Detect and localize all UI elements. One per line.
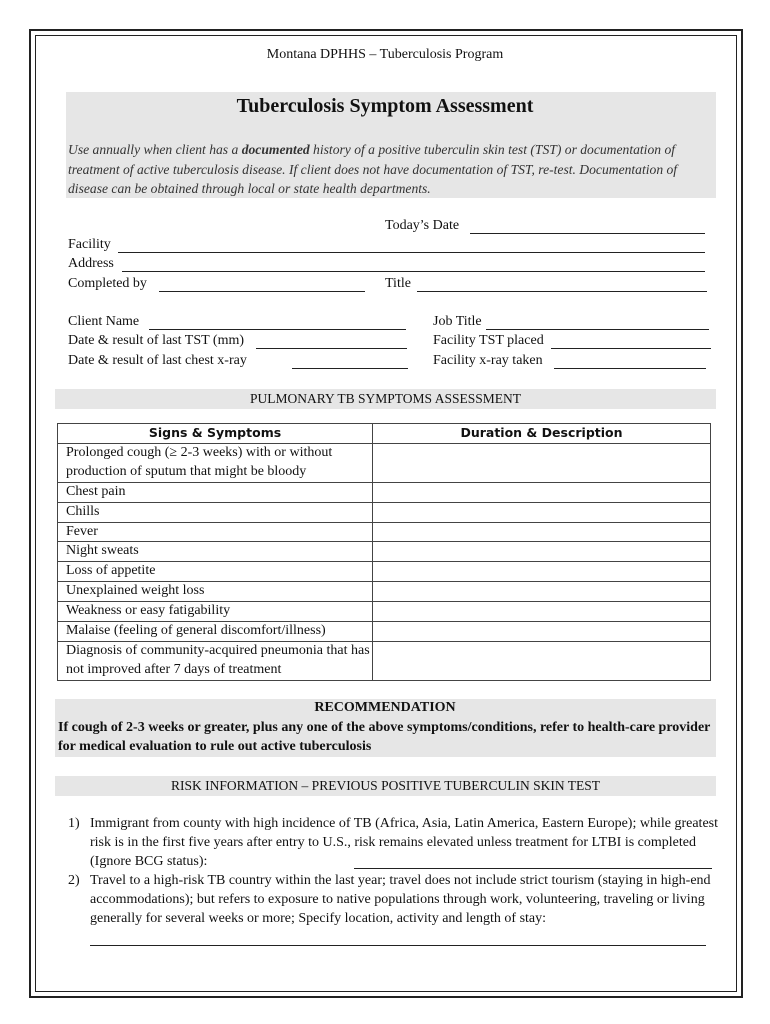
last-xray-field[interactable]	[292, 368, 408, 369]
program-header: Montana DPHHS – Tuberculosis Program	[266, 47, 504, 62]
risk-heading: RISK INFORMATION – PREVIOUS POSITIVE TUBERCULIN SKIN TEST	[55, 776, 716, 796]
completed-by-field[interactable]	[159, 291, 365, 292]
table-row	[58, 562, 711, 582]
form-title: Tuberculosis Symptom Assessment	[236, 95, 534, 117]
title-label: Title	[385, 276, 411, 291]
symptom-cell: Fever	[58, 522, 373, 542]
duration-cell[interactable]	[373, 602, 711, 622]
job-title-field[interactable]	[486, 329, 709, 330]
table-row	[58, 542, 711, 562]
symptoms-table	[57, 423, 711, 681]
intro-text	[68, 140, 708, 199]
risk-item-text: Travel to a high-risk TB country within the last year; travel does not include strict tourism (staying in high-end accommodations); but refers to exposure to native populations through work, volunteering, traveling or living generally for several weeks or more; Specify location, activity and length of stay:	[90, 873, 711, 926]
duration-column-header: Duration & Description	[373, 424, 711, 444]
pulmonary-heading: PULMONARY TB SYMPTOMS ASSESSMENT	[55, 389, 716, 409]
duration-cell[interactable]	[373, 522, 711, 542]
table-row	[58, 622, 711, 642]
facility-field[interactable]	[118, 252, 705, 253]
duration-cell[interactable]	[373, 641, 711, 680]
symptoms-column-header: Signs & Symptoms	[58, 424, 373, 444]
recommendation-heading: RECOMMENDATION	[314, 700, 456, 715]
facility-label: Facility	[68, 237, 111, 252]
list-item	[60, 871, 720, 928]
intro-text-start: Use annually when client has a	[68, 142, 242, 157]
facility-tst-field[interactable]	[551, 348, 711, 349]
risk-item-text: Immigrant from county with high incidence of TB (Africa, Asia, Latin America, Eastern Europe); while greatest risk is in the first five years after entry to U.S., risk remains elevated unless treatment for LTBI is completed (Ignore BCG status):	[90, 816, 718, 869]
travel-details-field[interactable]	[90, 945, 706, 946]
table-row	[58, 522, 711, 542]
list-item	[60, 814, 720, 871]
table-row	[58, 582, 711, 602]
completed-by-label: Completed by	[68, 276, 147, 291]
duration-cell[interactable]	[373, 622, 711, 642]
client-name-field[interactable]	[149, 329, 406, 330]
address-label: Address	[68, 256, 114, 271]
duration-cell[interactable]	[373, 562, 711, 582]
symptom-cell: Loss of appetite	[58, 562, 373, 582]
symptom-cell: Malaise (feeling of general discomfort/illness)	[58, 622, 373, 642]
duration-cell[interactable]	[373, 502, 711, 522]
symptom-cell: Diagnosis of community-acquired pneumonia that has not improved after 7 days of treatment	[58, 641, 373, 680]
duration-cell[interactable]	[373, 582, 711, 602]
risk-list	[60, 814, 720, 928]
ltbi-status-field[interactable]	[354, 868, 712, 869]
recommendation-text: If cough of 2-3 weeks or greater, plus any one of the above symptoms/conditions, refer to health-care provider for medical evaluation to rule out active tuberculosis	[58, 720, 711, 754]
symptom-cell: Chest pain	[58, 482, 373, 502]
last-xray-label: Date & result of last chest x-ray	[68, 353, 247, 368]
risk-item-number: 1)	[68, 816, 80, 831]
duration-cell[interactable]	[373, 542, 711, 562]
risk-item-number: 2)	[68, 873, 80, 888]
table-row	[58, 641, 711, 680]
table-row	[58, 602, 711, 622]
client-name-label: Client Name	[68, 314, 140, 329]
table-row	[58, 443, 711, 482]
intro-emphasis: documented	[241, 142, 310, 157]
symptom-cell: Chills	[58, 502, 373, 522]
duration-cell[interactable]	[373, 443, 711, 482]
symptom-cell: Weakness or easy fatigability	[58, 602, 373, 622]
address-field[interactable]	[122, 271, 705, 272]
facility-tst-label: Facility TST placed	[433, 333, 544, 348]
last-tst-field[interactable]	[256, 348, 407, 349]
last-tst-label: Date & result of last TST (mm)	[68, 333, 245, 348]
todays-date-label: Today’s Date	[385, 218, 460, 233]
todays-date-field[interactable]	[470, 233, 705, 234]
job-title-label: Job Title	[433, 314, 482, 329]
intro-text-end: history of a positive tuberculin skin test (TST) or documentation of treatment of active tuberculosis disease. If client does not have documentation of TST, re-test. Documentation of disease can be obtained through local or state health departments.	[68, 142, 678, 196]
symptom-cell: Prolonged cough (≥ 2-3 weeks) with or without production of sputum that might be bloody	[58, 443, 373, 482]
facility-xray-field[interactable]	[554, 368, 706, 369]
table-row	[58, 482, 711, 502]
duration-cell[interactable]	[373, 482, 711, 502]
symptom-cell: Night sweats	[58, 542, 373, 562]
title-field[interactable]	[417, 291, 707, 292]
symptom-cell: Unexplained weight loss	[58, 582, 373, 602]
table-row	[58, 502, 711, 522]
facility-xray-label: Facility x-ray taken	[433, 353, 543, 368]
